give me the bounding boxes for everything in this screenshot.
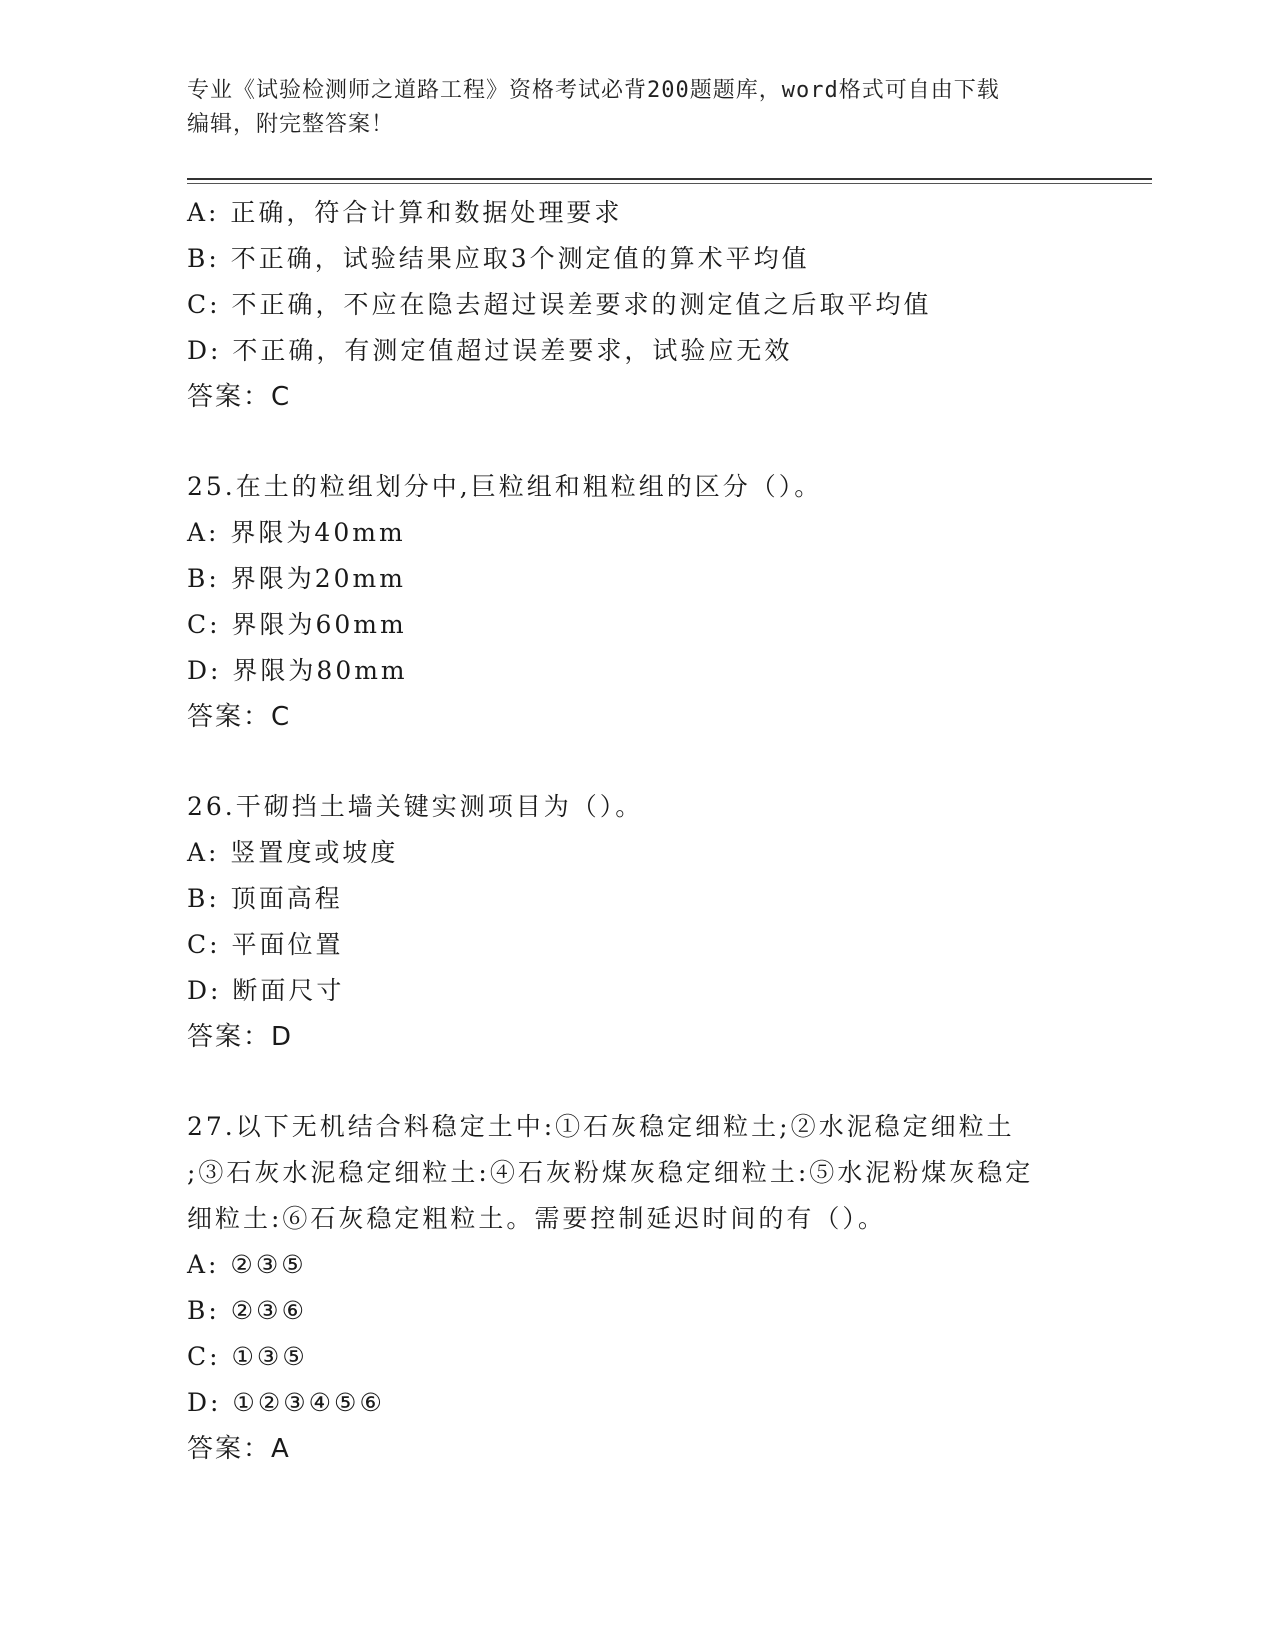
option-b: B: 不正确，试验结果应取3个测定值的算术平均值: [187, 244, 810, 273]
option-d: D: 断面尺寸: [187, 976, 345, 1005]
question-text-line-3: 细粒土:⑥石灰稳定粗粒土。需要控制延迟时间的有（）。: [187, 1204, 886, 1233]
question-text: 26.干砌挡土墙关键实测项目为（）。: [187, 792, 644, 821]
question-text-line-1: 27.以下无机结合料稳定土中:①石灰稳定细粒土;②水泥稳定细粒土: [187, 1112, 1015, 1141]
question-text-line-2: ;③石灰水泥稳定细粒土:④石灰粉煤灰稳定细粒土:⑤水泥粉煤灰稳定: [187, 1158, 1034, 1187]
spacer: [187, 420, 1127, 464]
document-header: [187, 74, 1067, 142]
header-divider-thin: [187, 183, 1152, 184]
option-d: D: 界限为80mm: [187, 656, 408, 685]
option-d: D: ①②③④⑤⑥: [187, 1388, 385, 1417]
question-block-27: [187, 1104, 1127, 1472]
option-c: C: 不正确，不应在隐去超过误差要求的测定值之后取平均值: [187, 290, 932, 319]
question-text: 25.在土的粒组划分中,巨粒组和粗粒组的区分（）。: [187, 472, 823, 501]
option-a: A: 界限为40mm: [187, 518, 406, 547]
header-line-2: 编辑，附完整答案！: [187, 112, 395, 137]
option-d: D: 不正确，有测定值超过误差要求，试验应无效: [187, 336, 793, 365]
answer-label: 答案：C: [187, 702, 292, 732]
option-c: C: ①③⑤: [187, 1342, 308, 1371]
header-divider-thick: [187, 178, 1152, 180]
spacer: [187, 740, 1127, 784]
question-block-24: [187, 190, 1127, 420]
option-c: C: 界限为60mm: [187, 610, 407, 639]
answer-label: 答案：C: [187, 382, 292, 412]
option-a: A: ②③⑤: [187, 1250, 307, 1279]
option-b: B: ②③⑥: [187, 1296, 307, 1325]
question-list: [187, 190, 1127, 1472]
header-line-1: 专业《试验检测师之道路工程》资格考试必背200题题库，word格式可自由下载: [187, 78, 1000, 103]
answer-label: 答案：D: [187, 1022, 294, 1052]
spacer: [187, 1060, 1127, 1104]
question-block-26: [187, 784, 1127, 1060]
option-a: A: 竖置度或坡度: [187, 838, 399, 867]
question-block-25: [187, 464, 1127, 740]
option-a: A: 正确，符合计算和数据处理要求: [187, 198, 623, 227]
answer-label: 答案：A: [187, 1434, 291, 1464]
option-c: C: 平面位置: [187, 930, 344, 959]
option-b: B: 界限为20mm: [187, 564, 406, 593]
option-b: B: 顶面高程: [187, 884, 343, 913]
question-text: [187, 1104, 1127, 1242]
